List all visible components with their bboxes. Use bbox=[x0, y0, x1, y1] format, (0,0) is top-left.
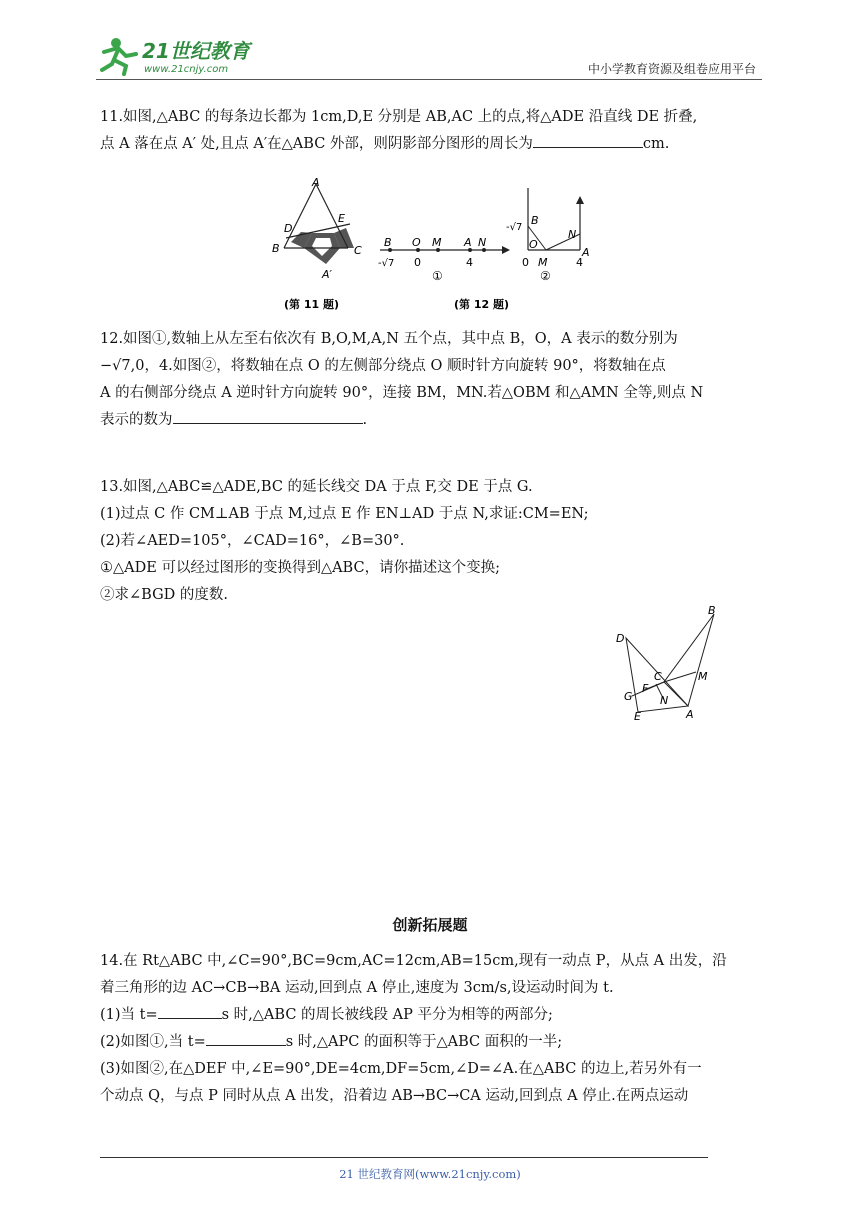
fig12-circle-2: ② bbox=[540, 269, 551, 283]
svg-text:N: N bbox=[478, 236, 487, 249]
fig12-caption: (第 12 题) bbox=[454, 298, 510, 311]
q13-line4: ①△ADE 可以经过图形的变换得到△ABC，请你描述这个变换; bbox=[100, 560, 500, 576]
svg-text:E: E bbox=[634, 710, 641, 722]
question-13 bbox=[100, 474, 764, 609]
footer-divider bbox=[100, 1157, 708, 1158]
header-divider bbox=[96, 79, 762, 80]
svg-text:A: A bbox=[464, 236, 472, 249]
svg-text:M: M bbox=[432, 236, 442, 249]
footer-link[interactable]: 21 世纪教育网(www.21cnjy.com) bbox=[339, 1167, 521, 1181]
svg-text:O: O bbox=[412, 236, 421, 249]
answer-blank-q12[interactable] bbox=[173, 409, 363, 424]
q14-line2: 着三角形的边 AC→CB→BA 运动,回到点 A 停止,速度为 3cm/s,设运动时间为 t. bbox=[100, 980, 614, 996]
q14-line5: (3)如图②,在△DEF 中,∠E=90°,DE=4cm,DF=5cm,∠D=∠A.在△ABC 的边上,若另外有一 bbox=[100, 1061, 702, 1077]
q13-line1: 13.如图,△ABC≌△ADE,BC 的延长线交 DA 于点 F,交 DE 于点 G. bbox=[100, 479, 533, 495]
q13-line2: (1)过点 C 作 CM⊥AB 于点 M,过点 E 作 EN⊥AD 于点 N,求证:CM=EN; bbox=[100, 506, 589, 522]
svg-text:0: 0 bbox=[522, 256, 529, 269]
fig12-sqrt7-label: -√7 bbox=[378, 258, 395, 269]
fig11-caption: (第 11 题) bbox=[284, 298, 340, 311]
svg-text:A: A bbox=[312, 176, 320, 189]
fig12-circle-1: ① bbox=[432, 269, 443, 283]
svg-text:4: 4 bbox=[466, 256, 473, 269]
q12-line3: A 的右侧部分绕点 A 逆时针方向旋转 90°，连接 BM，MN.若△OBM 和△AMN 全等,则点 N bbox=[100, 385, 704, 401]
svg-text:4: 4 bbox=[576, 256, 583, 269]
svg-text:B: B bbox=[384, 236, 392, 249]
answer-blank-q14-1[interactable] bbox=[158, 1004, 222, 1019]
svg-text:N: N bbox=[568, 228, 577, 241]
q14-line3: (1)当 t= s 时,△ABC 的周长被线段 AP 平分为相等的两部分; bbox=[100, 1002, 764, 1029]
q13-line3: (2)若∠AED=105°，∠CAD=16°，∠B=30°. bbox=[100, 533, 405, 549]
q14-line6: 个动点 Q，与点 P 同时从点 A 出发，沿着边 AB→BC→CA 运动,回到点 A 停止.在两点运动 bbox=[100, 1088, 689, 1104]
svg-text:N: N bbox=[660, 694, 669, 707]
svg-text:B: B bbox=[272, 242, 280, 255]
question-12 bbox=[100, 326, 764, 434]
q12-line2: −√7,0，4.如图②，将数轴在点 O 的左侧部分绕点 O 顺时针方向旋转 90°，将数轴在点 bbox=[100, 358, 666, 374]
logo-url: www.21cnjy.com bbox=[144, 64, 229, 75]
svg-text:B: B bbox=[708, 604, 716, 617]
runner-icon bbox=[102, 38, 136, 74]
q11-line1: 11.如图,△ABC 的每条边长都为 1cm,D,E 分别是 AB,AC 上的点,将△ADE 沿直线 DE 折叠, bbox=[100, 109, 698, 125]
svg-text:F: F bbox=[642, 682, 649, 695]
site-logo bbox=[96, 34, 266, 78]
svg-text:O: O bbox=[529, 238, 538, 251]
figure-12-part1 bbox=[378, 236, 510, 283]
answer-blank-q14-2[interactable] bbox=[206, 1031, 286, 1046]
svg-text:C: C bbox=[654, 670, 662, 683]
svg-text:C: C bbox=[354, 244, 362, 257]
platform-name: 中小学教育资源及组卷应用平台 bbox=[587, 62, 756, 76]
figure-11 bbox=[272, 176, 362, 281]
q12-line4: 表示的数为 . bbox=[100, 407, 764, 434]
question-14 bbox=[100, 948, 764, 1110]
q12-line1: 12.如图①,数轴上从左至右依次有 B,O,M,A,N 五个点，其中点 B，O，A 表示的数分别为 bbox=[100, 331, 678, 347]
svg-text:A: A bbox=[582, 246, 590, 259]
q14-line4: (2)如图①,当 t= s 时,△APC 的面积等于△ABC 面积的一半; bbox=[100, 1029, 764, 1056]
answer-blank-q11[interactable] bbox=[533, 133, 643, 148]
svg-text:D: D bbox=[616, 632, 625, 645]
figure-13 bbox=[608, 600, 728, 722]
svg-text:M: M bbox=[538, 256, 548, 269]
svg-text:G: G bbox=[624, 690, 633, 703]
svg-text:A: A bbox=[686, 708, 694, 721]
question-11 bbox=[100, 104, 764, 158]
q14-line1: 14.在 Rt△ABC 中,∠C=90°,BC=9cm,AC=12cm,AB=15cm,现有一动点 P，从点 A 出发，沿 bbox=[100, 953, 727, 969]
section-title: 创新拓展题 bbox=[392, 916, 468, 934]
figure-11-12 bbox=[266, 176, 596, 318]
svg-text:0: 0 bbox=[414, 256, 421, 269]
fig12b-sqrt7-label: -√7 bbox=[506, 222, 523, 233]
figure-12-part2 bbox=[506, 188, 590, 283]
q13-line5: ②求∠BGD 的度数. bbox=[100, 587, 229, 603]
svg-text:E: E bbox=[338, 212, 345, 225]
svg-text:D: D bbox=[284, 222, 293, 235]
q11-line2: 点 A 落在点 A′ 处,且点 A′在△ABC 外部，则阴影部分图形的周长为 cm. bbox=[100, 131, 764, 158]
svg-text:A′: A′ bbox=[322, 268, 333, 281]
logo-text: 21世纪教育 bbox=[142, 39, 250, 63]
svg-text:M: M bbox=[698, 670, 708, 683]
svg-text:B: B bbox=[531, 214, 539, 227]
